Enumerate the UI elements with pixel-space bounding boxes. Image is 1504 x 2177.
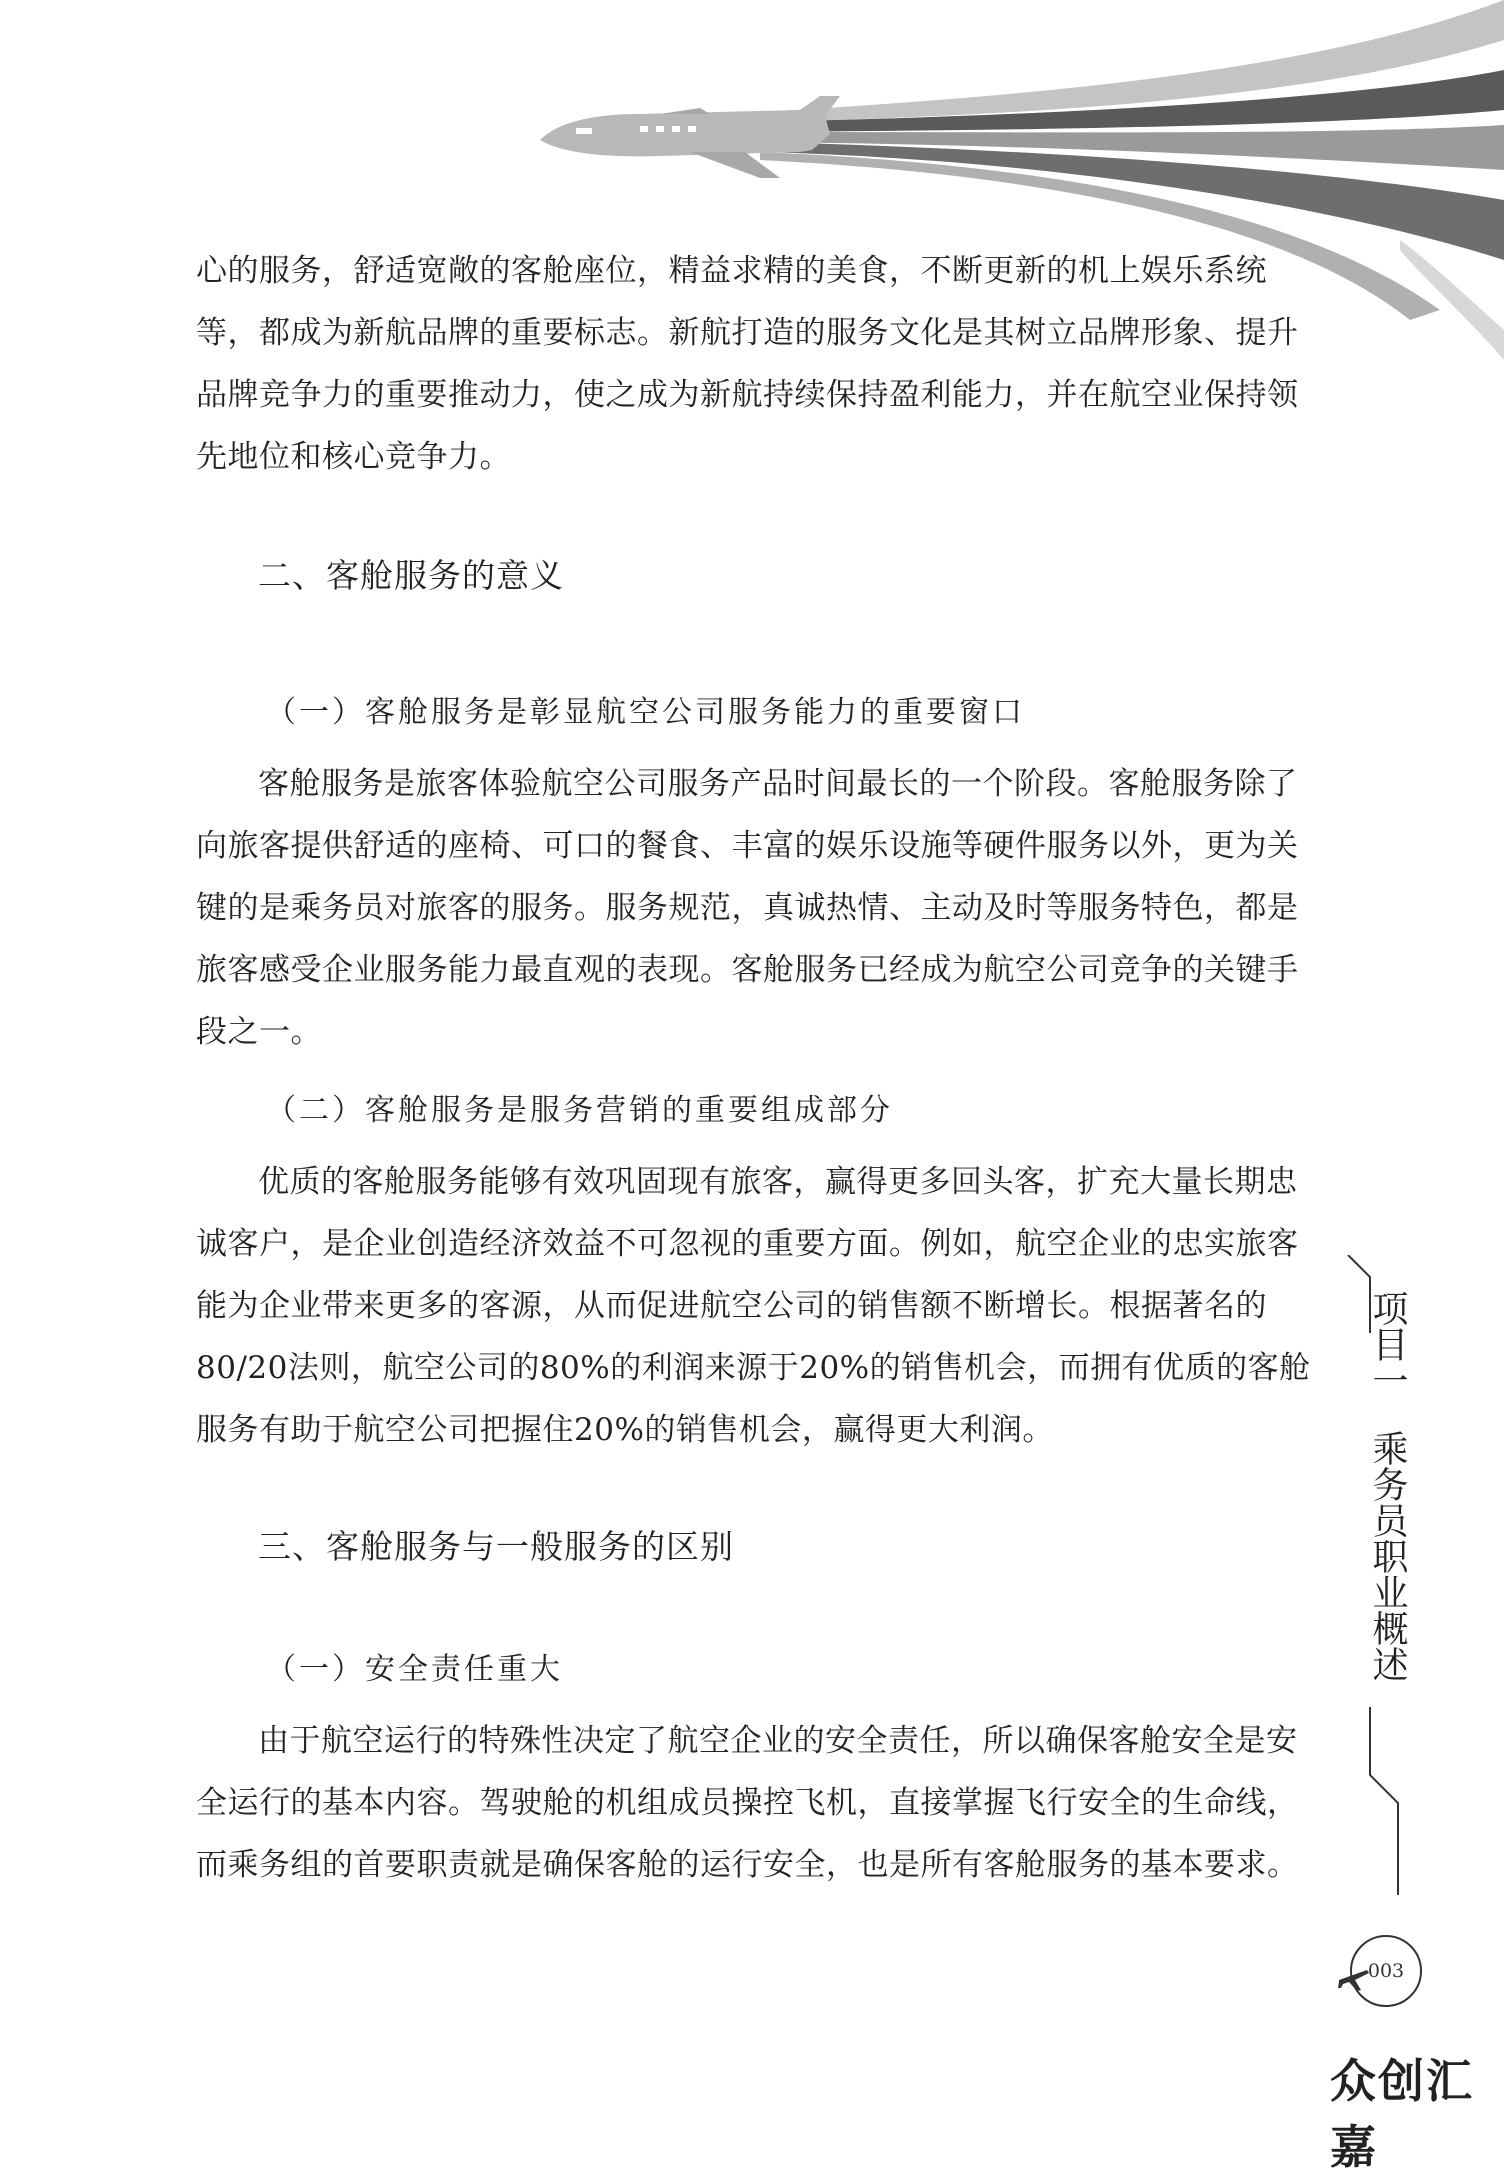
section-2-sub-1-text: 客舱服务是旅客体验航空公司服务产品时间最长的一个阶段。客舱服务除了向旅客提供舒适的座椅、可口的餐食、丰富的娱乐设施等硬件服务以外，更为关键的是乘务员对旅客的服务。服务规范，真诚热情、主动及时等服务特色，都是旅客感受企业服务能力最直观的表现。客舱服务已经成为航空公司竞争的关键手段之一。 — [196, 766, 1299, 1050]
section-2-sub-2-text: 优质的客舱服务能够有效巩固现有旅客，赢得更多回头客，扩充大量长期忠诚客户，是企业创造经济效益不可忽视的重要方面。例如，航空企业的忠实旅客能为企业带来更多的客源，从而促进航空公司的销售额不断增长。根据著名的80/20法则，航空公司的80%的利润来源于20%的销售机会，而拥有优质的客舱服务有助于航空公司把握住20%的销售机会，赢得更大利润。 — [196, 1164, 1311, 1448]
section-3-heading: 三、客舱服务与一般服务的区别 — [258, 1527, 734, 1566]
page-number: 003 — [1350, 1935, 1422, 2007]
section-2-sub-1-heading: （一）客舱服务是彰显航空公司服务能力的重要窗口 — [266, 695, 1025, 730]
watermark-logo: 众创汇嘉 — [1330, 2054, 1474, 2174]
small-airplane-icon — [1335, 1960, 1371, 1996]
section-3-sub-1-heading: （一）安全责任重大 — [266, 1652, 563, 1687]
airplane-icon — [540, 96, 840, 178]
intro-paragraph: 心的服务，舒适宽敞的客舱座位，精益求精的美食，不断更新的机上娱乐系统等，都成为新航品牌的重要标志。新航打造的服务文化是其树立品牌形象、提升品牌竞争力的重要推动力，使之成为新航持续保持盈利能力，并在航空业保持领先地位和核心竞争力。 — [196, 253, 1299, 475]
side-chapter-label: 乘务员职业概述 — [1367, 1430, 1408, 1682]
section-3-sub-1-text: 由于航空运行的特殊性决定了航空企业的安全责任，所以确保客舱安全是安全运行的基本内容。驾驶舱的机组成员操控飞机，直接掌握飞行安全的生命线，而乘务组的首要职责就是确保客舱的运行安全，也是所有客舱服务的基本要求。 — [196, 1723, 1299, 1883]
section-2-heading: 二、客舱服务的意义 — [258, 556, 564, 595]
section-2-sub-2-heading: （二）客舱服务是服务营销的重要组成部分 — [266, 1093, 893, 1128]
side-project-label: 项目一 — [1367, 1290, 1408, 1398]
